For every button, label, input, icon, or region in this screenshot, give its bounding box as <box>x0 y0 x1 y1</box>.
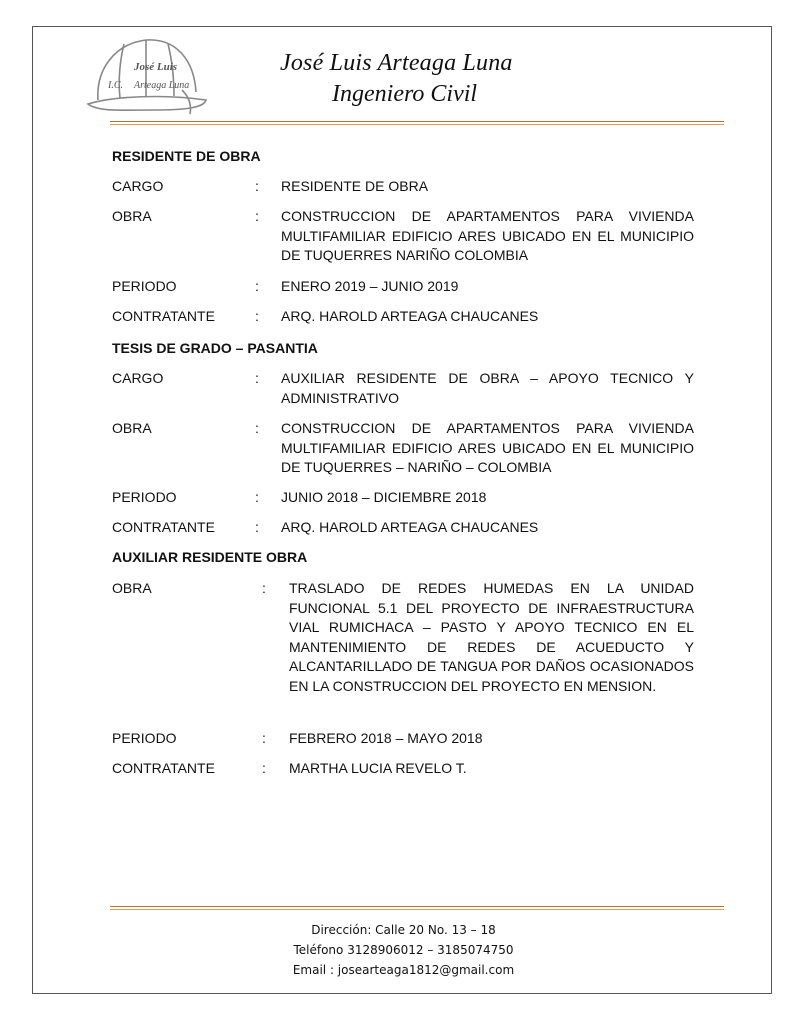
header-profession: Ingeniero Civil <box>332 81 478 107</box>
row-label: OBRA <box>112 580 152 596</box>
row-separator: : <box>255 519 259 535</box>
section-title: RESIDENTE DE OBRA <box>112 148 261 164</box>
row-value: MARTHA LUCIA REVELO T. <box>289 760 467 776</box>
row-label: PERIODO <box>112 730 177 746</box>
hard-hat-logo <box>84 30 210 120</box>
row-label: PERIODO <box>112 489 177 505</box>
row-label: CONTRATANTE <box>112 519 215 535</box>
row-label: OBRA <box>112 208 152 224</box>
row-value: FEBRERO 2018 – MAYO 2018 <box>289 730 483 746</box>
svg-text:José Luis: José Luis <box>134 61 178 73</box>
row-value: JUNIO 2018 – DICIEMBRE 2018 <box>281 489 487 505</box>
footer-divider <box>110 906 724 910</box>
row-label: CONTRATANTE <box>112 308 215 324</box>
row-value: AUXILIAR RESIDENTE DE OBRA – APOYO TECNICO Y ADMINISTRATIVO <box>281 370 694 406</box>
row-separator: : <box>255 420 259 436</box>
page-border <box>32 26 772 994</box>
header-name: José Luis Arteaga Luna <box>280 50 513 76</box>
footer-address: Dirección: Calle 20 No. 13 – 18 <box>311 923 496 937</box>
row-value: ARQ. HAROLD ARTEAGA CHAUCANES <box>281 308 539 324</box>
row-label: PERIODO <box>112 278 177 294</box>
row-separator: : <box>255 308 259 324</box>
footer-phone: Teléfono 3128906012 – 3185074750 <box>293 943 514 957</box>
row-separator: : <box>262 730 266 746</box>
row-separator: : <box>262 760 266 776</box>
row-separator: : <box>255 178 259 194</box>
row-separator: : <box>255 278 259 294</box>
row-label: CONTRATANTE <box>112 760 215 776</box>
row-value: ARQ. HAROLD ARTEAGA CHAUCANES <box>281 519 539 535</box>
row-separator: : <box>255 489 259 505</box>
row-separator: : <box>262 580 266 596</box>
row-label: CARGO <box>112 370 164 386</box>
section-title: TESIS DE GRADO – PASANTIA <box>112 340 318 356</box>
row-value: ENERO 2019 – JUNIO 2019 <box>281 278 459 294</box>
row-value: TRASLADO DE REDES HUMEDAS EN LA UNIDAD FUNCIONAL 5.1 DEL PROYECTO DE INFRAESTRUCTURA VIAL RUMICHACA – PASTO Y APOYO TECNICO EN EL MANTENIMIENTO DE REDES DE ACUEDUCTO Y ALCANTARILLADO DE TANGUA POR DAÑOS OCASIONADOS EN LA CONSTRUCCION DEL PROYECTO EN MENSION. <box>289 580 694 694</box>
row-separator: : <box>255 208 259 224</box>
row-separator: : <box>255 370 259 386</box>
header-divider <box>110 121 724 125</box>
row-label: OBRA <box>112 420 152 436</box>
row-value: CONSTRUCCION DE APARTAMENTOS PARA VIVIENDA MULTIFAMILIAR EDIFICIO ARES UBICADO EN EL MUNICIPIO DE TUQUERRES – NARIÑO – COLOMBIA <box>281 420 694 475</box>
section-title: AUXILIAR RESIDENTE OBRA <box>112 549 308 565</box>
svg-text:I.C.: I.C. <box>108 80 123 91</box>
svg-text:Arteaga Luna: Arteaga Luna <box>134 80 190 91</box>
row-value: RESIDENTE DE OBRA <box>281 178 429 194</box>
footer-email: Email : josearteaga1812@gmail.com <box>292 963 515 977</box>
row-value: CONSTRUCCION DE APARTAMENTOS PARA VIVIENDA MULTIFAMILIAR EDIFICIO ARES UBICADO EN EL MUNICIPIO DE TUQUERRES NARIÑO COLOMBIA <box>281 208 694 263</box>
row-label: CARGO <box>112 178 164 194</box>
